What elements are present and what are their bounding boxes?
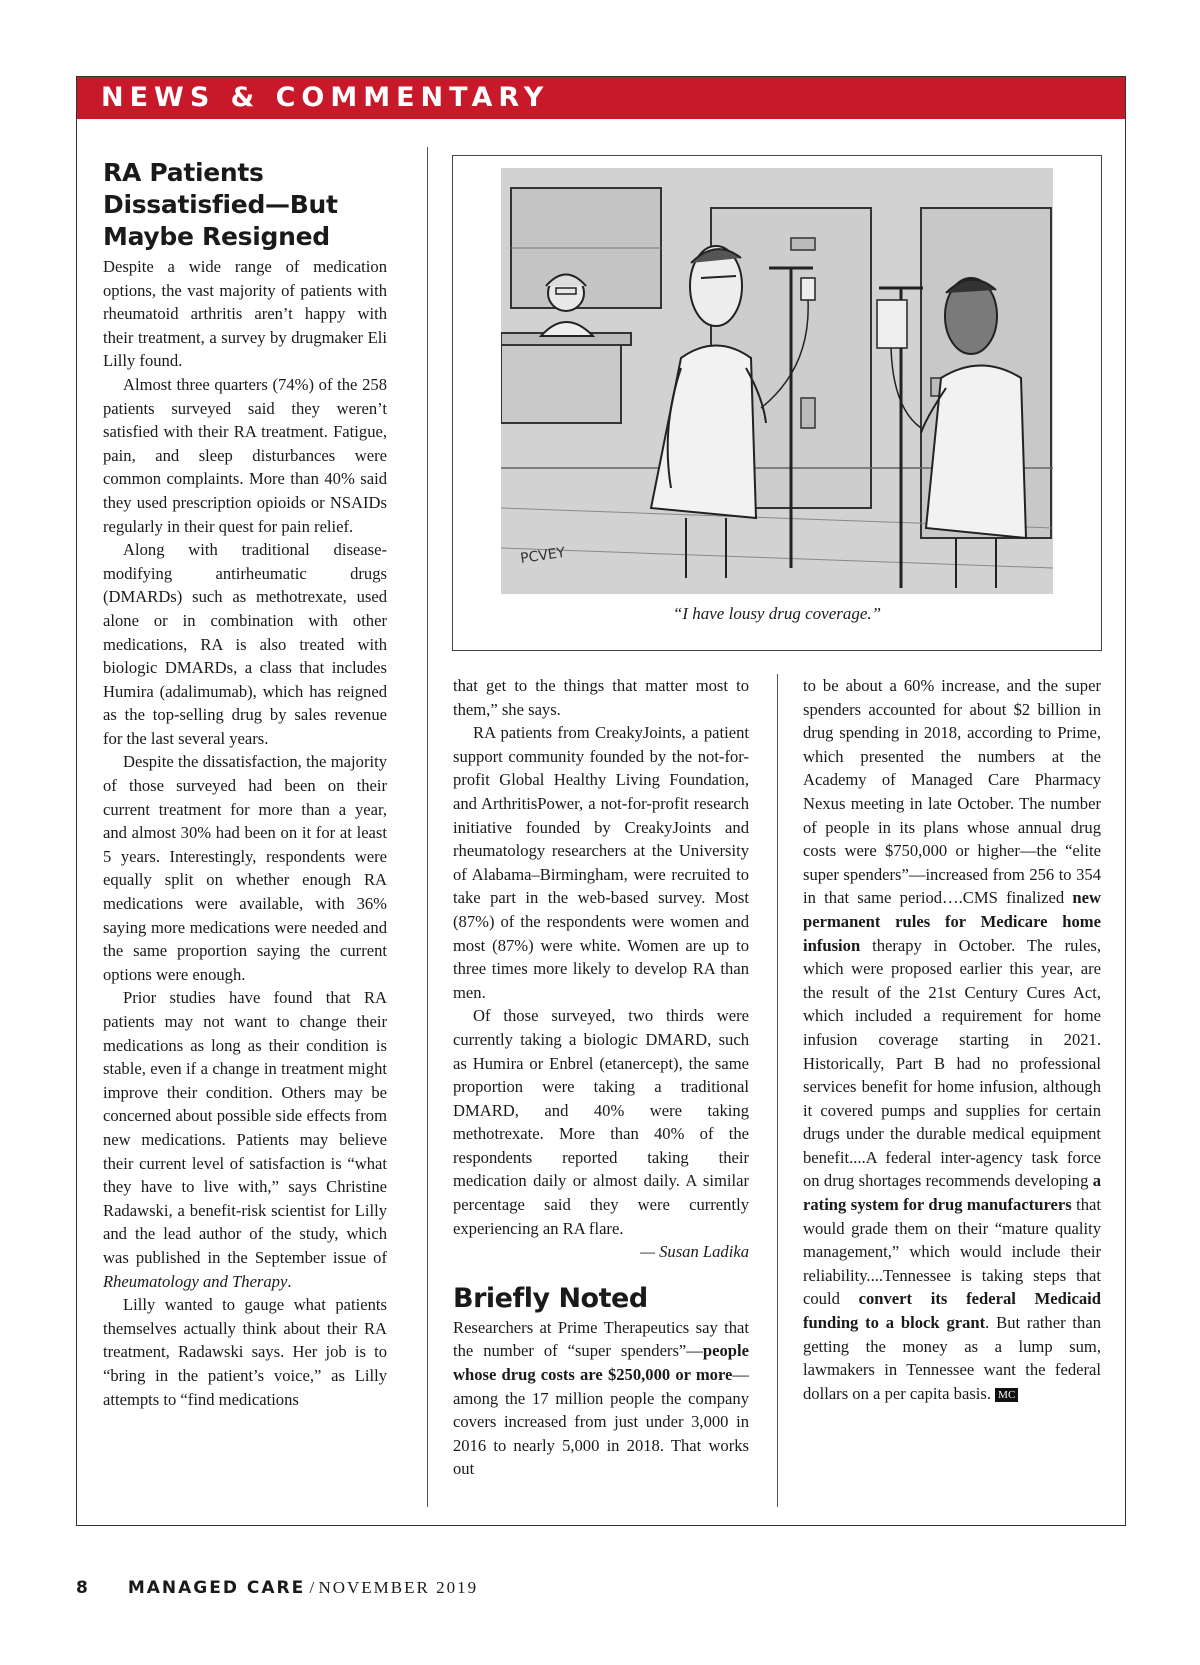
article-column-2 (453, 674, 749, 1481)
article-column-1 (103, 157, 387, 1411)
end-mark: MC (995, 1388, 1018, 1402)
article-paragraph: Of those surveyed, two thirds were currently taking a biologic DMARD, such as Humira or Enbrel (etanercept), the same proportion were taking a traditional DMARD, and 40% were taking methotrexate. More than 40% of the respondents reported taking their medication daily or almost daily. A similar percentage said they were currently experiencing an RA flare. (453, 1006, 749, 1238)
magazine-name: MANAGED CARE (127, 1578, 306, 1598)
briefly-paragraph-continued (803, 674, 1101, 1405)
paragraph-text: Prior studies have found that RA patients may not want to change their medications as long as their condition is stable, even if a change in treatment might improve their condition. Others may be concerned about possible side effects from new medications. Patients may believe their current level of satisfaction is “what they have to live with,” says Christine Radawski, a benefit-risk scientist for Lilly and the lead author of the study, which was published in the September issue of (103, 988, 387, 1267)
article-headline: RA Patients Dissatisfied—But Maybe Resigned (103, 158, 338, 251)
journal-title: Rheumatology and Therapy (103, 1271, 288, 1291)
paragraph-text: . But rather than getting the money as a lump sum, lawmakers in Tennessee want the federal dollars on a per capita basis. (803, 1313, 1101, 1403)
cartoon-frame (452, 155, 1102, 651)
cartoonist-signature: PCVEY (519, 544, 567, 567)
section-banner: NEWS & COMMENTARY (77, 77, 1125, 119)
briefly-noted-heading: Briefly Noted (453, 1282, 648, 1314)
article-paragraph: Almost three quarters (74%) of the 258 patients surveyed said they weren’t satisfied with their RA treatment. Fatigue, pain, and sleep disturbances were common complaints. More than 40% said they used prescription opioids or NSAIDs regularly in their quest for pain relief. (103, 374, 387, 536)
article-paragraph: Despite the dissatisfaction, the majority of those surveyed had been on their current treatment for more than a year, and almost 30% had been on it for at least 5 years. Interestingly, respondents were equally split on whether enough RA medications were available, with 36% saying more medications were needed and the same proportion saying the current options were enough. (103, 752, 387, 984)
highlight-text: new permanent rules for Medicare home infusion (803, 888, 1101, 955)
article-paragraph: RA patients from CreakyJoints, a patient support community founded by the not-for-profit Global Healthy Living Foundation, and ArthritisPower, a not-for-profit research initiative founded by CreakyJoints and rheumatology researchers at the University of Alabama–Birmingham, were recruited to take part in the web-based survey. Most (87%) of the respondents were women and most (87%) were white. Women are up to three times more likely to develop RA than men. (453, 723, 749, 1002)
page-number: 8 (76, 1578, 88, 1598)
issue-date: NOVEMBER 2019 (318, 1578, 479, 1597)
column-rule-right (777, 674, 778, 1507)
paragraph-text: that would grade them on their “mature quality management,” which would include their reliability....Tennessee is taking steps that could (803, 1195, 1102, 1309)
article-paragraph: Despite a wide range of medication options, the vast majority of patients with rheumatoid arthritis aren’t happy with their treatment, a survey by drugmaker Eli Lilly found. (103, 257, 387, 371)
paragraph-text: to be about a 60% increase, and the super spenders accounted for about $2 billion in drug spending in 2018, according to Prime, which presented the numbers at the Academy of Managed Care Pharmacy Nexus meeting in late October. The number of people in its plans whose annual drug costs were $750,000 or higher—the “elite super spenders”—increased from 256 to 354 in that same period….CMS finalized (803, 676, 1101, 908)
article-paragraph: Along with traditional disease-modifying antirheumatic drugs (DMARDs) such as methotrexate, used alone or in combination with other medications, RA is also treated with biologic DMARDs, a class that includes Humira (adalimumab), which has reigned as the top-selling drug by sales revenue for the last several years. (103, 540, 387, 748)
article-byline: — Susan Ladika (640, 1242, 749, 1262)
paragraph-text: . (287, 1271, 292, 1291)
paragraph-text: —among the 17 million people the company covers increased from just under 3,000 in 2016 to nearly 5,000 in 2018. That works out (453, 1365, 749, 1479)
article-paragraph: that get to the things that matter most to them,” she says. (453, 676, 749, 719)
page-frame (76, 76, 1126, 1526)
briefly-paragraph (453, 1316, 749, 1481)
highlight-text: convert its federal Medicaid funding to a block grant (803, 1289, 1101, 1333)
highlight-text: people whose drug costs are $250,000 or more (453, 1341, 749, 1385)
footer-separator: / (305, 1578, 319, 1597)
page-footer (76, 1578, 478, 1598)
cartoon-caption: “I have lousy drug coverage.” (672, 604, 882, 623)
paragraph-text: therapy in October. The rules, which were proposed earlier this year, are the result of the 21st Century Cures Act, which included a requirement for home infusion coverage starting in 2021. Historically, Part B had no professional services benefit for home infusion, although it covered pumps and supplies for certain drugs under the durable medical equipment benefit....A federal inter-agency task force on drug shortages recommends developing (803, 935, 1101, 1191)
column-rule-left (427, 147, 428, 1507)
article-column-3 (803, 674, 1101, 1405)
article-paragraph: Lilly wanted to gauge what patients themselves actually think about their RA treatment, Radawski says. Her job is to “bring in the patient’s voice,” as Lilly attempts to “find medications (103, 1295, 387, 1409)
cartoon-illustration (501, 168, 1053, 594)
highlight-text: a rating system for drug manufacturers (803, 1171, 1101, 1215)
article-paragraph (103, 986, 387, 1293)
paragraph-text: Researchers at Prime Therapeutics say that the number of “super spenders”— (453, 1317, 749, 1361)
